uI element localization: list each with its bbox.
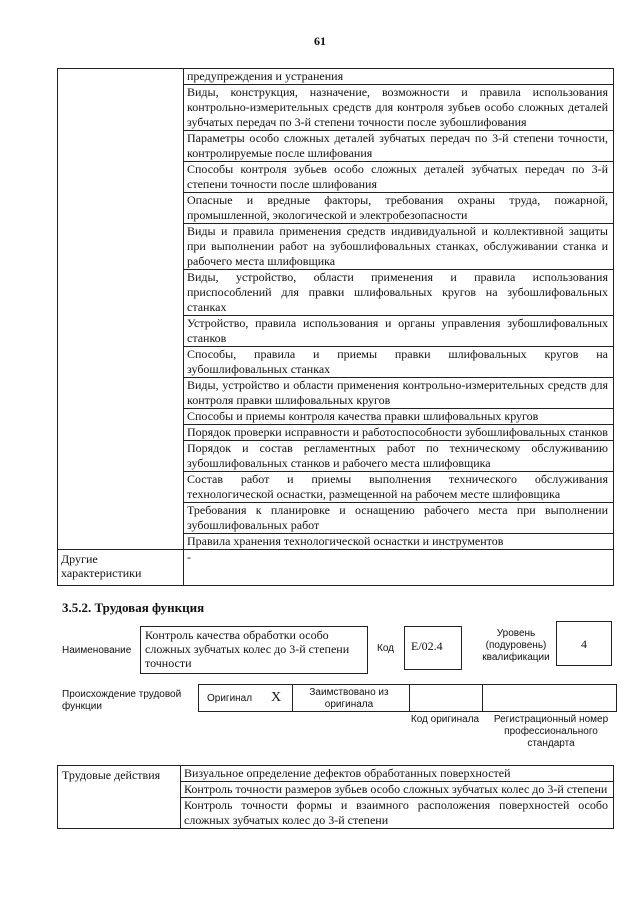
- requirements-left-cell: [58, 69, 184, 550]
- name-value: Контроль качества обработки особо сложных зубчатых колес до 3-й степени точности: [140, 626, 368, 674]
- requirement-item: Порядок и состав регламентных работ по техническому обслуживанию зубошлифовальных станков и рабочего места шлифовщика: [184, 441, 614, 472]
- requirement-item: Правила хранения технологической оснастки и инструментов: [184, 534, 614, 550]
- requirement-item: Виды и правила применения средств индивидуальной и коллективной защиты при выполнении работ на зубошлифовальных станках, обслуживании станка и рабочего места шлифовщика: [184, 224, 614, 270]
- other-characteristics-value: -: [184, 550, 614, 586]
- origin-label: Происхождение трудовой функции: [62, 689, 182, 712]
- requirement-item: Состав работ и приемы выполнения технического обслуживания технологической оснастки, размещенной на рабочем месте шлифовщика: [184, 472, 614, 503]
- origin-divider: [482, 685, 483, 711]
- requirement-item: Способы и приемы контроля качества правки шлифовальных кругов: [184, 409, 614, 425]
- origin-divider: [409, 685, 410, 711]
- reg-number-label: Регистрационный номер профессионального стандарта: [493, 714, 609, 749]
- requirements-table: [57, 68, 614, 586]
- section-title: 3.5.2. Трудовая функция: [62, 600, 205, 615]
- level-label: Уровень (подуровень) квалификации: [482, 628, 550, 663]
- labor-action-item: Контроль точности размеров зубьев особо сложных зубчатых колес до 3-й степени: [181, 782, 614, 798]
- requirement-item: Параметры особо сложных деталей зубчатых передач по 3-й степени точности, контролируемые после шлифования: [184, 131, 614, 162]
- requirement-item: Способы, правила и приемы правки шлифовальных кругов на зубошлифовальных станках: [184, 347, 614, 378]
- requirement-item: Способы контроля зубьев особо сложных деталей зубчатых передач по 3-й степени точности после шлифования: [184, 162, 614, 193]
- code-original-label: Код оригинала: [410, 714, 480, 725]
- requirement-item: Виды, устройство, области применения и правила использования приспособлений для правки шлифовальных кругов на зубошлифовальных станках: [184, 270, 614, 316]
- requirement-item: Опасные и вредные факторы, требования охраны труда, пожарной, промышленной, экологической и электробезопасности: [184, 193, 614, 224]
- borrowed-label: Заимствовано из оригинала: [309, 687, 389, 710]
- requirement-item: Виды, устройство и области применения контрольно-измерительных средств для контроля правки шлифовальных кругов: [184, 378, 614, 409]
- requirement-item: Устройство, правила использования и органы управления зубошлифовальных станков: [184, 316, 614, 347]
- other-characteristics-label: Другие характеристики: [58, 550, 184, 586]
- requirement-item: Виды, конструкция, назначение, возможности и правила использования контрольно-измерительных средств для контроля зубьев особо сложных деталей зубчатых передач по 3-й степени точности после зубошлифования: [184, 85, 614, 131]
- name-label: Наименование: [62, 645, 132, 656]
- level-value: 4: [556, 621, 612, 666]
- code-value: E/02.4: [404, 626, 462, 670]
- requirement-item: предупреждения и устранения: [184, 69, 614, 85]
- labor-actions-label: Трудовые действия: [58, 766, 181, 829]
- requirement-item: Требования к планировке и оснащению рабочего места при выполнении зубошлифовальных работ: [184, 503, 614, 534]
- labor-action-item: Контроль точности формы и взаимного расположения поверхностей особо сложных зубчатых колес до 3-й степени: [181, 798, 614, 829]
- origin-row: [198, 684, 617, 712]
- labor-actions-table: [57, 765, 614, 829]
- origin-divider: [292, 685, 293, 711]
- original-mark: X: [271, 690, 282, 705]
- requirement-item: Порядок проверки исправности и работоспособности зубошлифовальных станков: [184, 425, 614, 441]
- original-label: Оригинал: [207, 693, 253, 704]
- code-label: Код: [377, 643, 395, 654]
- page-number: 61: [314, 34, 326, 48]
- labor-action-item: Визуальное определение дефектов обработанных поверхностей: [181, 766, 614, 782]
